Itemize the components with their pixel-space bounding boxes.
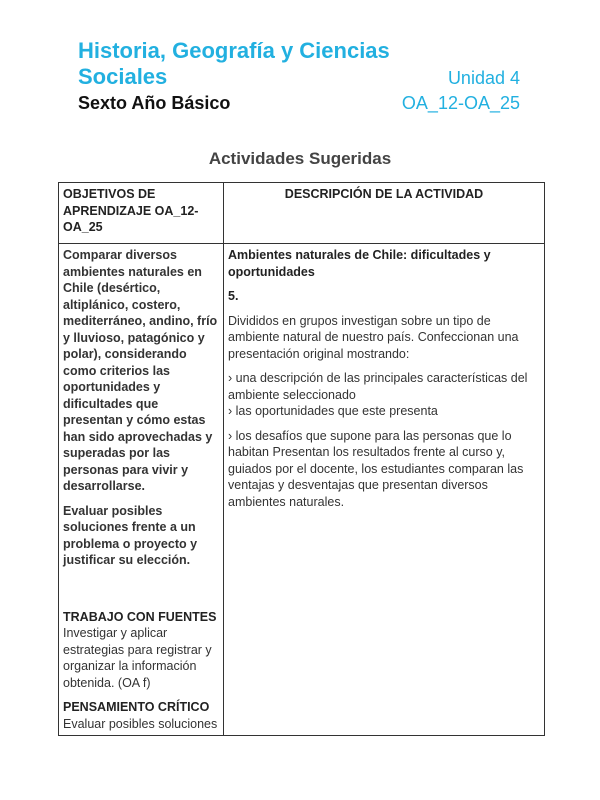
page-header <box>78 38 520 115</box>
activity-bullet: › las oportunidades que este presenta <box>228 404 438 418</box>
skill-title: TRABAJO CON FUENTES <box>63 609 217 624</box>
activity-bullet: › los desafíos que supone para las personas que lo habitan Presentan los resultados frente al curso y, guiados por el docente, los estudiantes comparan las ventajas y desventajas que presentan diversos ambientes naturales. <box>228 428 524 509</box>
subject-title-line1: Historia, Geografía y Ciencias <box>78 38 390 63</box>
grade-row <box>78 91 520 115</box>
objective-text: Comparar diversos ambientes naturales en Chile (desértico, altiplánico, costero, mediterráneo, andino, frío y lluvioso, patagónico y polar), considerando como criterios las oportunidades y dificultades que presentan y cómo estas han sido aprovechadas y superadas por las personas para vivir y desarrollarse. <box>63 248 218 493</box>
activity-number: 5. <box>228 289 239 303</box>
objective-text: Evaluar posibles soluciones frente a un problema o proyecto y justificar su elección. <box>63 503 198 567</box>
skill-text: Investigar y aplicar estrategias para registrar y organizar la información obtenida. (OA f) <box>63 626 212 690</box>
objectives-cell <box>59 244 224 736</box>
section-title: Actividades Sugeridas <box>208 149 392 168</box>
skill-text: Evaluar posibles soluciones <box>63 716 218 731</box>
description-column-header: DESCRIPCIÓN DE LA ACTIVIDAD <box>224 183 545 244</box>
subject-title-line2: Sociales <box>78 64 168 89</box>
activity-title: Ambientes naturales de Chile: dificultades y oportunidades <box>228 248 491 279</box>
title-row <box>78 64 520 91</box>
oa-code-label: OA_12-OA_25 <box>401 93 520 113</box>
objectives-column-header: OBJETIVOS DE APRENDIZAJE OA_12-OA_25 <box>59 183 224 244</box>
activity-bullet: › una descripción de las principales características del ambiente seleccionado <box>228 371 528 402</box>
grade-label: Sexto Año Básico <box>78 93 231 113</box>
description-cell <box>224 244 545 736</box>
activities-table <box>58 182 545 736</box>
table-header-row <box>59 183 545 244</box>
skill-title: PENSAMIENTO CRÍTICO <box>63 700 210 714</box>
unit-label: Unidad 4 <box>447 68 520 88</box>
activity-intro: Divididos en grupos investigan sobre un tipo de ambiente natural de nuestro país. Confeccionan una presentación original mostrando: <box>228 313 519 361</box>
table-row <box>59 244 545 736</box>
